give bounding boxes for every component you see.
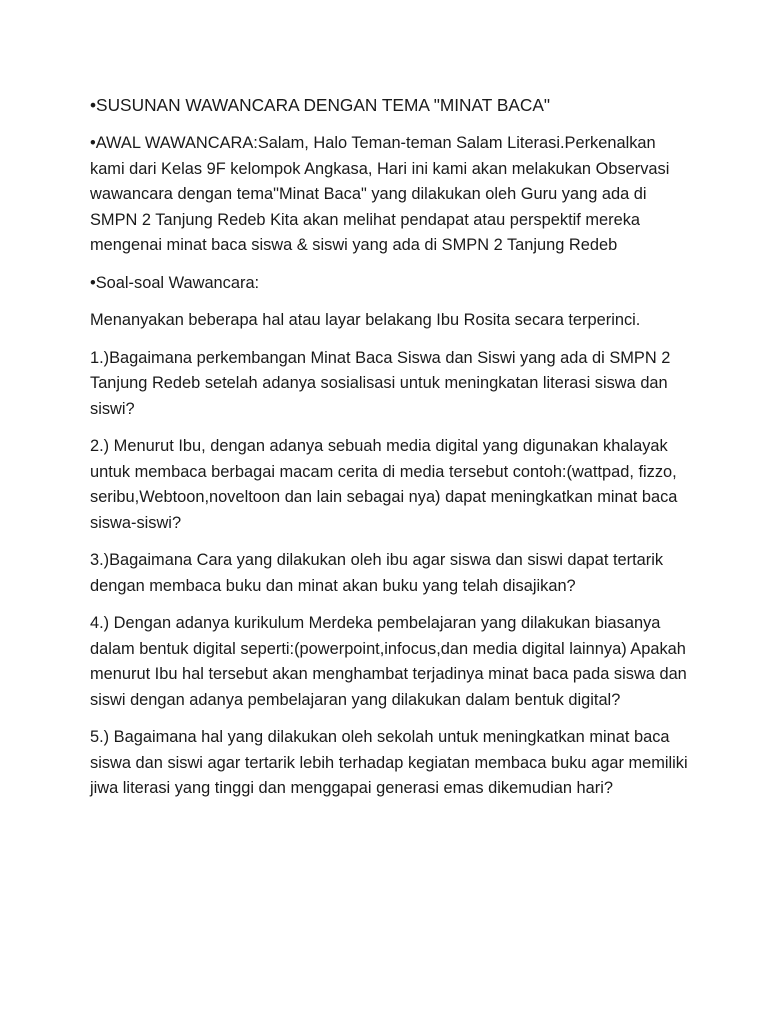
intro-paragraph: •AWAL WAWANCARA:Salam, Halo Teman-teman Salam Literasi.Perkenalkan kami dari Kelas 9F kelompok Angkasa, Hari ini kami akan melakukan Observasi wawancara dengan tema"Minat Baca" yang dilakukan oleh Guru yang ada di SMPN 2 Tanjung Redeb Kita akan melihat pendapat atau perspektif mereka mengenai minat baca siswa & siswi yang ada di SMPN 2 Tanjung Redeb	[90, 134, 670, 254]
question-5: 5.) Bagaimana hal yang dilakukan oleh sekolah untuk meningkatkan minat baca siswa dan siswi agar tertarik lebih terhadap kegiatan membaca buku agar memiliki jiwa literasi yang tinggi dan menggapai generasi emas dikemudian hari?	[90, 728, 688, 797]
question-2: 2.) Menurut Ibu, dengan adanya sebuah media digital yang digunakan khalayak untuk membaca berbagai macam cerita di media tersebut contoh:(wattpad, fizzo, seribu,Webtoon,noveltoon dan lain sebagai nya) dapat meningkatkan minat baca siswa-siswi?	[90, 437, 678, 532]
questions-heading: •Soal-soal Wawancara:	[90, 273, 260, 292]
document-heading: •SUSUNAN WAWANCARA DENGAN TEMA "MINAT BACA"	[90, 95, 551, 115]
questions-intro: Menanyakan beberapa hal atau layar belakang Ibu Rosita secara terperinci.	[90, 311, 641, 329]
question-1: 1.)Bagaimana perkembangan Minat Baca Siswa dan Siswi yang ada di SMPN 2 Tanjung Redeb setelah adanya sosialisasi untuk meningkatan literasi siswa dan siswi?	[90, 348, 671, 418]
document-page	[90, 92, 690, 814]
question-4: 4.) Dengan adanya kurikulum Merdeka pembelajaran yang dilakukan biasanya dalam bentuk digital seperti:(powerpoint,infocus,dan media digital lainnya) Apakah menurut Ibu hal tersebut akan menghambat terjadinya minat baca pada siswa dan siswi dengan adanya pembelajaran yang dilakukan dalam bentuk digital?	[90, 614, 687, 709]
question-3: 3.)Bagaimana Cara yang dilakukan oleh ibu agar siswa dan siswi dapat tertarik dengan membaca buku dan minat akan buku yang telah disajikan?	[90, 551, 664, 595]
